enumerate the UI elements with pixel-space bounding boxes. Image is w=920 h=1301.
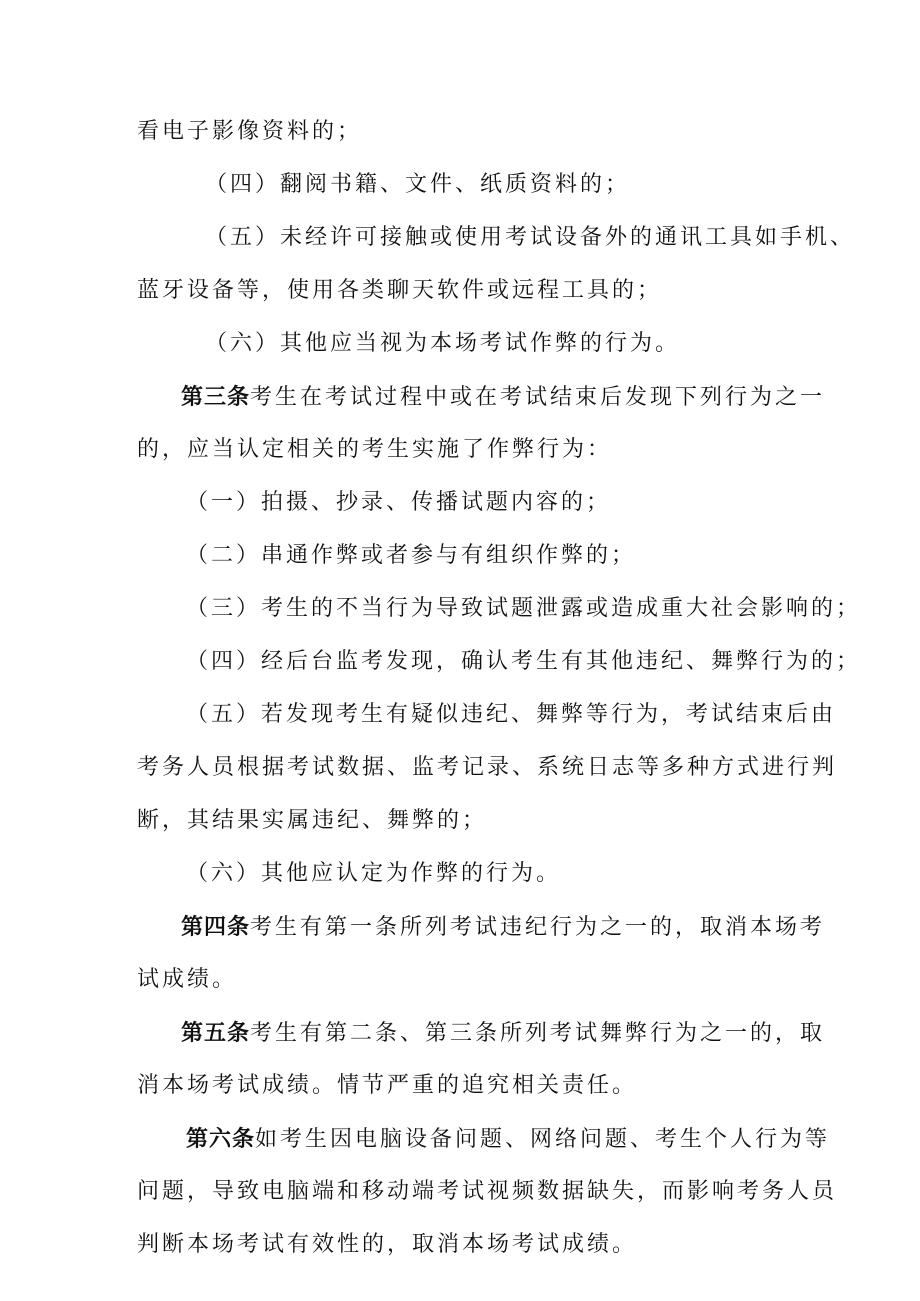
article-4-text: 考生有第一条所列考试违纪行为之一的，取消本场考 bbox=[250, 915, 826, 940]
text-line: 看电子影像资料的； bbox=[137, 119, 363, 144]
list-item-3-leak: （三）考生的不当行为导致试题泄露或造成重大社会影响的； bbox=[186, 596, 862, 621]
article-6-heading: 第六条 bbox=[186, 1126, 256, 1152]
text-line: 判断本场考试有效性的，取消本场考试成绩。 bbox=[137, 1232, 638, 1257]
article-6-text: 如考生因电脑设备问题、网络问题、考生个人行为等 bbox=[255, 1127, 831, 1152]
article-3-heading: 第三条 bbox=[181, 384, 251, 410]
list-item-5-devices: （五）未经许可接触或使用考试设备外的通讯工具如手机、 bbox=[205, 225, 856, 250]
list-item-6-other: （六）其他应当视为本场考试作弊的行为。 bbox=[205, 331, 681, 356]
list-item-6-other: （六）其他应认定为作弊的行为。 bbox=[186, 861, 562, 886]
article-4-heading: 第四条 bbox=[181, 914, 251, 940]
list-item-4-monitoring: （四）经后台监考发现，确认考生有其他违纪、舞弊行为的； bbox=[186, 649, 862, 674]
text-line: 考务人员根据考试数据、监考记录、系统日志等多种方式进行判 bbox=[137, 755, 838, 780]
text-line: 问题，导致电脑端和移动端考试视频数据缺失，而影响考务人员 bbox=[137, 1179, 838, 1204]
text-line: 消本场考试成绩。情节严重的追究相关责任。 bbox=[137, 1073, 638, 1098]
text-line: 蓝牙设备等，使用各类聊天软件或远程工具的； bbox=[137, 278, 663, 303]
list-item-2-collusion: （二）串通作弊或者参与有组织作弊的； bbox=[186, 543, 637, 568]
article-6-paragraph bbox=[186, 1124, 830, 1155]
article-4-paragraph bbox=[181, 912, 825, 943]
list-item-5-suspected: （五）若发现考生有疑似违纪、舞弊等行为，考试结束后由 bbox=[186, 702, 837, 727]
text-line: 的，应当认定相关的考生实施了作弊行为： bbox=[137, 437, 613, 462]
article-3-paragraph bbox=[181, 382, 825, 413]
article-5-text: 考生有第二条、第三条所列考试舞弊行为之一的，取 bbox=[250, 1021, 826, 1046]
article-5-paragraph bbox=[181, 1018, 825, 1049]
article-5-heading: 第五条 bbox=[181, 1020, 251, 1046]
text-line: 断，其结果实属违纪、舞弊的； bbox=[137, 808, 488, 833]
list-item-1-photograph: （一）拍摄、抄录、传播试题内容的； bbox=[186, 490, 612, 515]
list-item-4-browse: （四）翻阅书籍、文件、纸质资料的； bbox=[205, 172, 631, 197]
text-line: 试成绩。 bbox=[137, 967, 238, 992]
article-3-text: 考生在考试过程中或在考试结束后发现下列行为之一 bbox=[250, 385, 826, 410]
